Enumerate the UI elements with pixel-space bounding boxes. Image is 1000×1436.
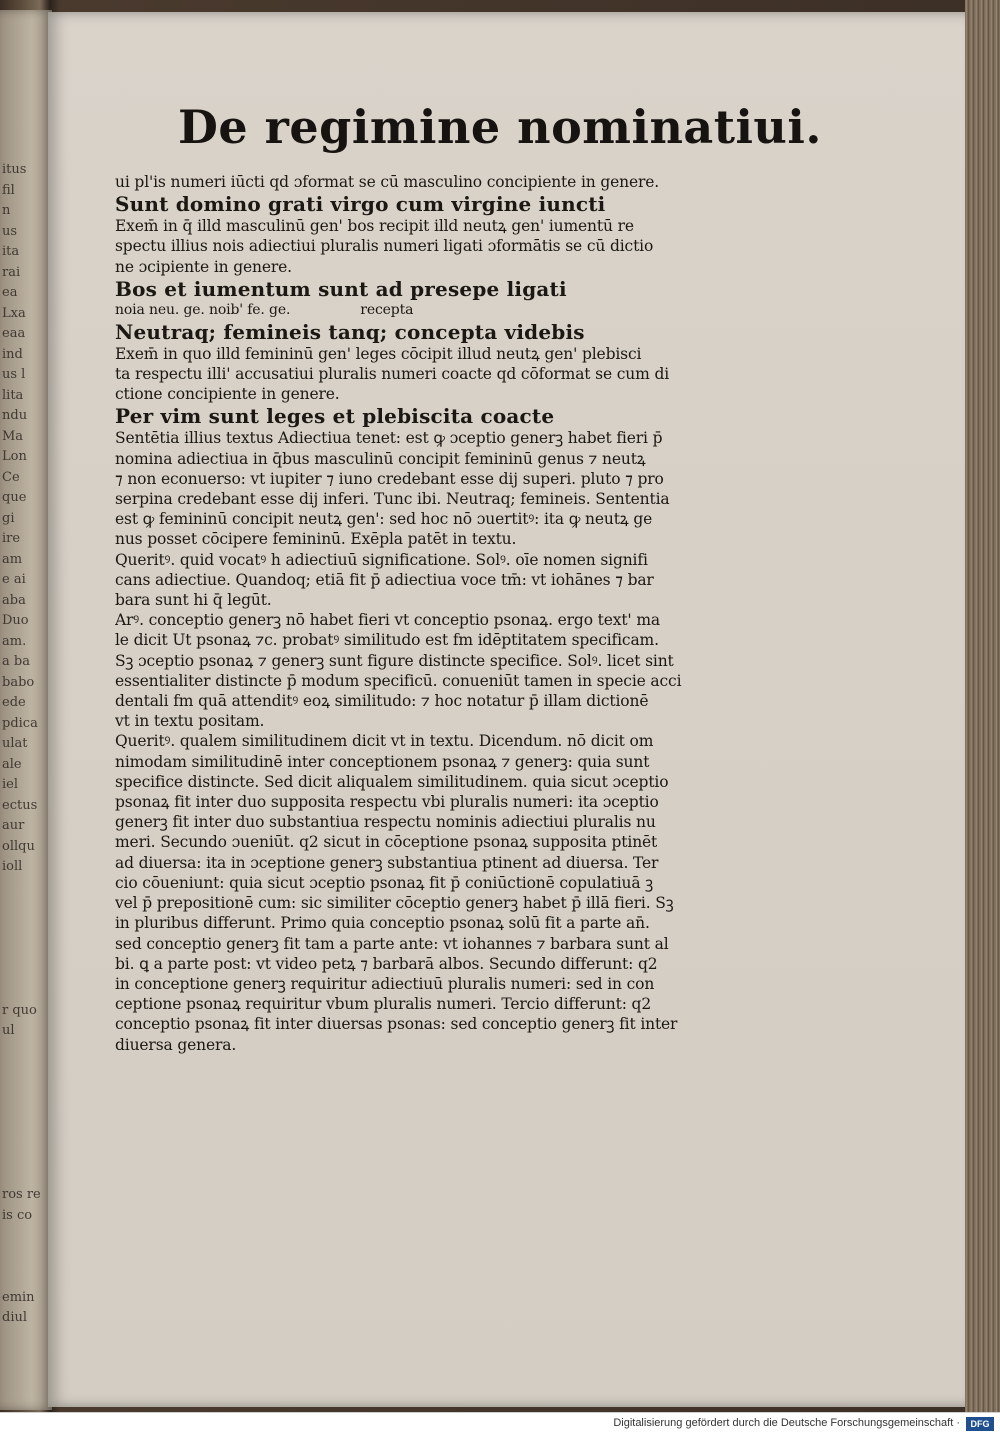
text-line: Sentētia illius textus Adiectiua tenet: est ꝙ ɔceptio generꝫ habet fieri p̄ bbox=[115, 429, 663, 448]
text-line: ceptione psonaꝝ requiritur vbum pluralis numeri. Tercio differunt: q2 bbox=[115, 995, 652, 1014]
facing-page-fragment: iel bbox=[2, 777, 19, 792]
facing-page-fragment: Lon bbox=[2, 449, 27, 464]
facing-page-fragment: ollqu bbox=[2, 838, 35, 854]
text-line: nimodam similitudinē inter conceptionem psonaꝝ ⁊ generꝫ: quia sunt bbox=[115, 752, 650, 771]
facing-page-fragment: eaa bbox=[2, 326, 26, 341]
facing-page-fragment: Lxa bbox=[2, 305, 26, 321]
page-body-text bbox=[115, 172, 765, 1055]
verse-line: Per vim sunt leges et plebiscita coacte bbox=[115, 404, 555, 429]
text-line: conceptio psonaꝝ fit inter diuersas psonas: sed conceptio generꝫ fit inter bbox=[115, 1015, 678, 1034]
text-line: dentali fm quā attenditꝰ eoꝝ similitudo: ⁊ hoc notatur p̄ illam dictionē bbox=[115, 692, 649, 711]
facing-page-fragment: is co bbox=[2, 1207, 33, 1223]
text-line: le dicit Ut psonaꝝ ⁊c. probatꝰ similitudo est fm idēptitatem specificam. bbox=[115, 631, 659, 650]
text-line: ctione concipiente in genere. bbox=[115, 385, 340, 404]
facing-page-fragment: us l bbox=[2, 367, 26, 382]
facing-page-fragment: ea bbox=[2, 285, 18, 300]
facing-page-fragment: ros re bbox=[2, 1187, 41, 1202]
text-line: bara sunt hi q̄ legūt. bbox=[115, 591, 272, 610]
facing-page-fragment: ul bbox=[2, 1023, 15, 1038]
text-line: cio cōueniunt: quia sicut ɔceptio psonaꝝ fit p̄ coniūctionē copulatiuā ꝫ bbox=[115, 873, 653, 892]
text-line: in conceptione generꝫ requiritur adiectiuū pluralis numeri: sed in con bbox=[115, 974, 655, 993]
text-line: nus posset cōcipere femininū. Exēpla patēt in textu. bbox=[115, 530, 517, 549]
gloss-line bbox=[115, 301, 765, 320]
facing-page-fragment: e ai bbox=[2, 572, 26, 587]
text-line: Arꝰ. conceptio generꝫ nō habet fieri vt conceptio psonaꝝ. ergo text' ma bbox=[115, 611, 660, 630]
facing-page-fragment: am. bbox=[2, 633, 27, 649]
text-line: vt in textu positam. bbox=[115, 712, 265, 731]
text-line: spectu illius nois adiectiui pluralis numeri ligati ɔformātis se cū dictio bbox=[115, 237, 654, 256]
text-line: meri. Secundo ɔueniūt. q2 sicut in cōceptione psonaꝝ supposita ptinēt bbox=[115, 833, 658, 852]
facing-page-fragment: pdica bbox=[2, 715, 38, 731]
gloss-left: noia neu. ge. noib' fe. ge. bbox=[115, 301, 291, 318]
text-line: specifice distincte. Sed dicit aliqualem similitudinem. quia sicut ɔceptio bbox=[115, 772, 669, 791]
facing-page-fragment: n bbox=[2, 203, 11, 218]
text-line: in pluribus differunt. Primo quia conceptio psonaꝝ solū fit a parte an̄. bbox=[115, 914, 650, 933]
text-line: ui pl'is numeri iūcti qd ɔformat se cū masculino concipiente in genere. bbox=[115, 173, 660, 191]
page-heading: De regimine nominatiui. bbox=[178, 100, 822, 154]
page-stack-edge bbox=[965, 0, 1000, 1412]
text-line: ⁊ non econuerso: vt iupiter ⁊ iuno credebant esse dij superi. pluto ⁊ pro bbox=[115, 469, 664, 488]
text-line: Exem̄ in q̄ illd masculinū gen' bos recipit illd neutꝝ gen' iumentū re bbox=[115, 217, 634, 236]
facing-page-fragment: Duo bbox=[2, 613, 29, 628]
verse-line: Neutraq; femineis tanq; concepta videbis bbox=[115, 319, 585, 344]
text-line: generꝫ fit inter duo substantiua respectu nominis adiectiui pluralis nu bbox=[115, 813, 656, 832]
facing-page-fragment: aur bbox=[2, 818, 25, 833]
facing-page-fragment: ale bbox=[2, 756, 22, 772]
facing-page-fragment: ndu bbox=[2, 408, 28, 423]
text-line: bi. ꝗ a parte post: vt video petꝝ ⁊ barbarā albos. Secundo differunt: q2 bbox=[115, 954, 658, 973]
facing-page-fragment: fil bbox=[2, 182, 15, 198]
facing-page-fragment: ioll bbox=[2, 859, 23, 874]
facing-page-fragment: aba bbox=[2, 592, 26, 608]
facing-page-fragment: ire bbox=[2, 531, 21, 546]
facing-page-fragment: us bbox=[2, 223, 18, 239]
dfg-logo-icon: DFG bbox=[966, 1417, 994, 1431]
text-line: essentialiter distincte p̄ modum specificū. conueniūt tamen in specie acci bbox=[115, 671, 682, 690]
facing-page-fragment: r quo bbox=[2, 1002, 37, 1018]
gloss-right: recepta bbox=[360, 301, 414, 318]
facing-page-fragment: ulat bbox=[2, 736, 28, 751]
text-line: ad diuersa: ita in ɔceptione generꝫ substantiua ptinent ad diuersa. Ter bbox=[115, 853, 659, 872]
facing-page-fragment: itus bbox=[2, 162, 27, 177]
text-line: Queritꝰ. quid vocatꝰ h adiectiuū significatione. Solꝰ. oīe nomen signifi bbox=[115, 550, 648, 569]
facing-page-fragment: ita bbox=[2, 244, 20, 259]
text-line: psonaꝝ fit inter duo supposita respectu vbi pluralis numeri: ita ɔceptio bbox=[115, 793, 659, 812]
text-line: sed conceptio generꝫ fit tam a parte ante: vt iohannes ⁊ barbara sunt al bbox=[115, 934, 669, 953]
facing-page-fragment: babo bbox=[2, 674, 35, 690]
text-line: Sꝫ ɔceptio psonaꝝ ⁊ generꝫ sunt figure distincte specifice. Solꝰ. licet sint bbox=[115, 651, 674, 670]
facing-page-fragment: Ma bbox=[2, 428, 24, 444]
facing-page-fragment: lita bbox=[2, 387, 24, 403]
funding-credit: Digitalisierung gefördert durch die Deutsche Forschungsgemeinschaft · bbox=[613, 1417, 960, 1429]
facing-page-fragment: diul bbox=[2, 1310, 28, 1325]
footer-bar bbox=[0, 1412, 1000, 1436]
facing-page-fragment: am bbox=[2, 551, 23, 567]
text-line: nomina adiectiua in q̄bus masculinū concipit femininū genus ⁊ neutꝝ bbox=[115, 449, 646, 468]
text-line: Queritꝰ. qualem similitudinem dicit vt in textu. Dicendum. nō dicit om bbox=[115, 732, 654, 751]
text-line: ne ɔcipiente in genere. bbox=[115, 257, 292, 276]
facing-page-fragment: a ba bbox=[2, 654, 30, 669]
text-line: est ꝙ femininū concipit neutꝝ gen': sed hoc nō ɔuertitꝰ: ita ꝙ neutꝝ ge bbox=[115, 510, 653, 529]
facing-page-fragment: Ce bbox=[2, 469, 20, 485]
verse-line: Bos et iumentum sunt ad presepe ligati bbox=[115, 276, 567, 301]
text-line: diuersa genera. bbox=[115, 1035, 237, 1054]
facing-page-fragment: que bbox=[2, 490, 27, 505]
text-line: ta respectu illi' accusatiui pluralis numeri coacte qd cōformat se cum di bbox=[115, 365, 670, 384]
facing-page-fragment: ede bbox=[2, 695, 26, 710]
verse-line: Sunt domino grati virgo cum virgine iuncti bbox=[115, 192, 606, 217]
facing-page-fragment: gi bbox=[2, 510, 15, 526]
facing-page-fragment: rai bbox=[2, 264, 21, 280]
facing-page-fragment: ind bbox=[2, 346, 23, 362]
text-line: serpina credebant esse dij inferi. Tunc ibi. Neutraq; femineis. Sententia bbox=[115, 490, 670, 509]
facing-page-fragment: emin bbox=[2, 1289, 35, 1305]
facing-page-fragment: ectus bbox=[2, 797, 38, 813]
text-line: cans adiectiue. Quandoq; etiā fit p̄ adiectiua voce tm̄: vt iohānes ⁊ bar bbox=[115, 570, 654, 589]
text-line: Exem̄ in quo illd femininū gen' leges cōcipit illud neutꝝ gen' plebisci bbox=[115, 344, 642, 363]
facing-page-edge bbox=[0, 10, 52, 1410]
text-line: vel p̄ prepositionē cum: sic similiter cōceptio generꝫ habet p̄ illā fieri. Sꝫ bbox=[115, 894, 674, 913]
